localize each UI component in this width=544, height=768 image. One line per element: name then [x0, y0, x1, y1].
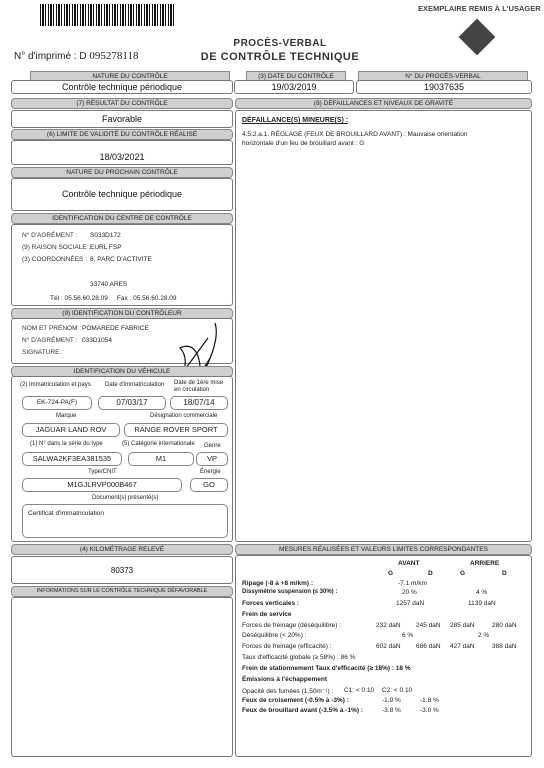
print-number: N° d'imprimé : D 095278118	[14, 50, 139, 62]
pv-number: 19037635	[423, 82, 465, 92]
defects-box	[235, 110, 532, 542]
validity-header: (6) LIMITE DE VALIDITÉ DU CONTRÔLE RÉALISÉ	[11, 129, 233, 140]
logo	[459, 19, 496, 56]
control-date-header: (3) DATE DU CONTRÔLE	[246, 71, 346, 82]
energy: GO	[190, 478, 228, 492]
control-date: 19/03/2019	[271, 82, 317, 92]
defects-header: (8) DÉFAILLANCES ET NIVEAUX DE GRAVITÉ	[235, 98, 532, 109]
result: Favorable	[101, 114, 143, 124]
make: JAGUAR LAND ROV	[22, 423, 120, 437]
centre-header: IDENTIFICATION DU CENTRE DE CONTRÔLE	[11, 213, 233, 224]
controller-header: (9) IDENTIFICATION DU CONTRÔLEUR	[11, 308, 233, 319]
defect-line-1: 4.5.2.a.1. RÉGLAGE (FEUX DE BROUILLARD AVANT) : Mauvaise orientation	[242, 131, 468, 138]
vin: SALWA2KF3EA381535	[22, 452, 122, 466]
control-nature-header: NATURE DU CONTRÔLE	[30, 71, 230, 82]
measures-header: MESURES RÉALISÉES ET VALEURS LIMITES CORRESPONDANTES	[235, 544, 532, 555]
info-box	[11, 597, 233, 757]
document: Certificat d'immatriculation	[28, 510, 105, 517]
genre: VP	[196, 452, 228, 466]
first-reg-date: 18/07/14	[170, 396, 228, 410]
mileage: 80373	[110, 566, 134, 575]
defects-title: DÉFAILLANCE(S) MINEURE(S) :	[242, 117, 349, 124]
control-nature: Contrôle technique périodique	[61, 82, 183, 92]
pv-number-header: N° DU PROCÈS-VERBAL	[358, 71, 528, 82]
page-title: PROCÈS-VERBAL DE CONTRÔLE TECHNIQUE	[200, 38, 360, 63]
category: M1	[128, 452, 194, 466]
mileage-header: (4) KILOMÉTRAGE RELEVÉ	[11, 544, 233, 555]
result-header: (7) RÉSULTAT DU CONTRÔLE	[11, 98, 233, 109]
vehicle-header: IDENTIFICATION DU VÉHICULE	[11, 366, 233, 377]
copy-notice: EXEMPLAIRE REMIS À L'USAGER	[418, 4, 541, 13]
info-header: INFORMATIONS SUR LE CONTRÔLE TECHNIQUE DÉFAVORABLE	[11, 586, 233, 597]
next-nature-header: NATURE DU PROCHAIN CONTRÔLE	[11, 167, 233, 178]
registration: EK-724-PA(F)	[22, 396, 92, 410]
barcode	[40, 4, 175, 26]
next-nature: Contrôle technique périodique	[61, 189, 183, 199]
validity-date: 18/03/2021	[99, 152, 145, 162]
type-cnit: M1GJLRVP000B467	[22, 478, 182, 492]
defect-line-2: horizontale d'un feu de brouillard avant : G	[242, 140, 365, 147]
reg-date: 07/03/17	[98, 396, 166, 410]
model: RANGE ROVER SPORT	[124, 423, 228, 437]
